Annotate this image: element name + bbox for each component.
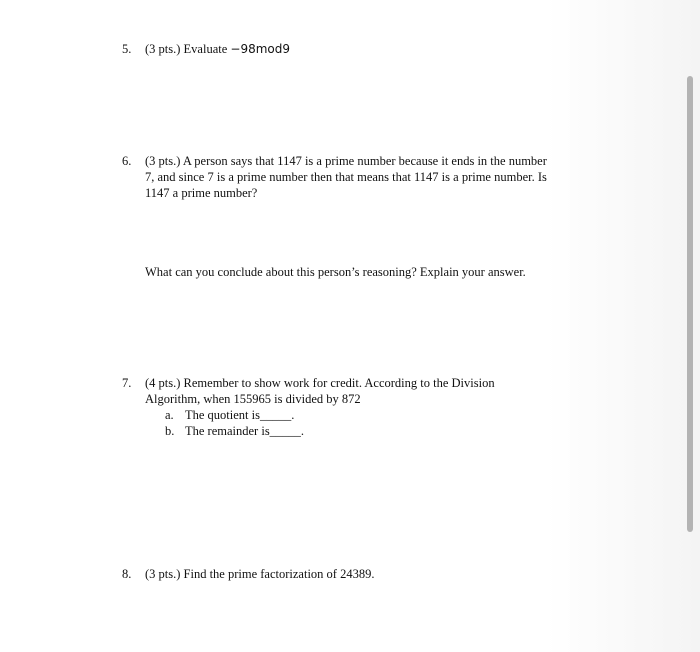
question-7-line-1: (4 pts.) Remember to show work for credit. According to the Division [145, 376, 495, 390]
question-7-part-a [165, 407, 294, 423]
question-5 [122, 41, 290, 57]
question-7-part-b-text: The remainder is_____. [185, 424, 305, 438]
question-5-number: 5. [122, 42, 132, 56]
vertical-scrollbar[interactable] [687, 76, 693, 532]
question-7-part-a-label: a. [165, 408, 174, 422]
question-7-part-b-label: b. [165, 424, 175, 438]
question-7-part-a-text: The quotient is_____. [185, 408, 295, 422]
question-7-part-b [165, 423, 304, 439]
question-7-number: 7. [122, 376, 132, 390]
question-7 [122, 375, 495, 407]
question-8-number: 8. [122, 567, 132, 581]
question-7-line-2: Algorithm, when 155965 is divided by 872 [145, 392, 361, 406]
question-6 [122, 153, 547, 201]
question-5-math: −98mod9 [230, 42, 290, 56]
question-6-followup: What can you conclude about this person’s reasoning? Explain your answer. [145, 265, 526, 279]
question-6-line-2: 7, and since 7 is a prime number then that means that 1147 is a prime number. Is [145, 170, 547, 184]
question-8-text: (3 pts.) Find the prime factorization of 24389. [145, 567, 375, 581]
question-8 [122, 566, 374, 582]
question-6-number: 6. [122, 154, 132, 168]
question-5-text: (3 pts.) Evaluate [145, 42, 231, 56]
question-6-line-3: 1147 a prime number? [145, 186, 258, 200]
question-6-line-1: (3 pts.) A person says that 1147 is a prime number because it ends in the number [145, 154, 547, 168]
